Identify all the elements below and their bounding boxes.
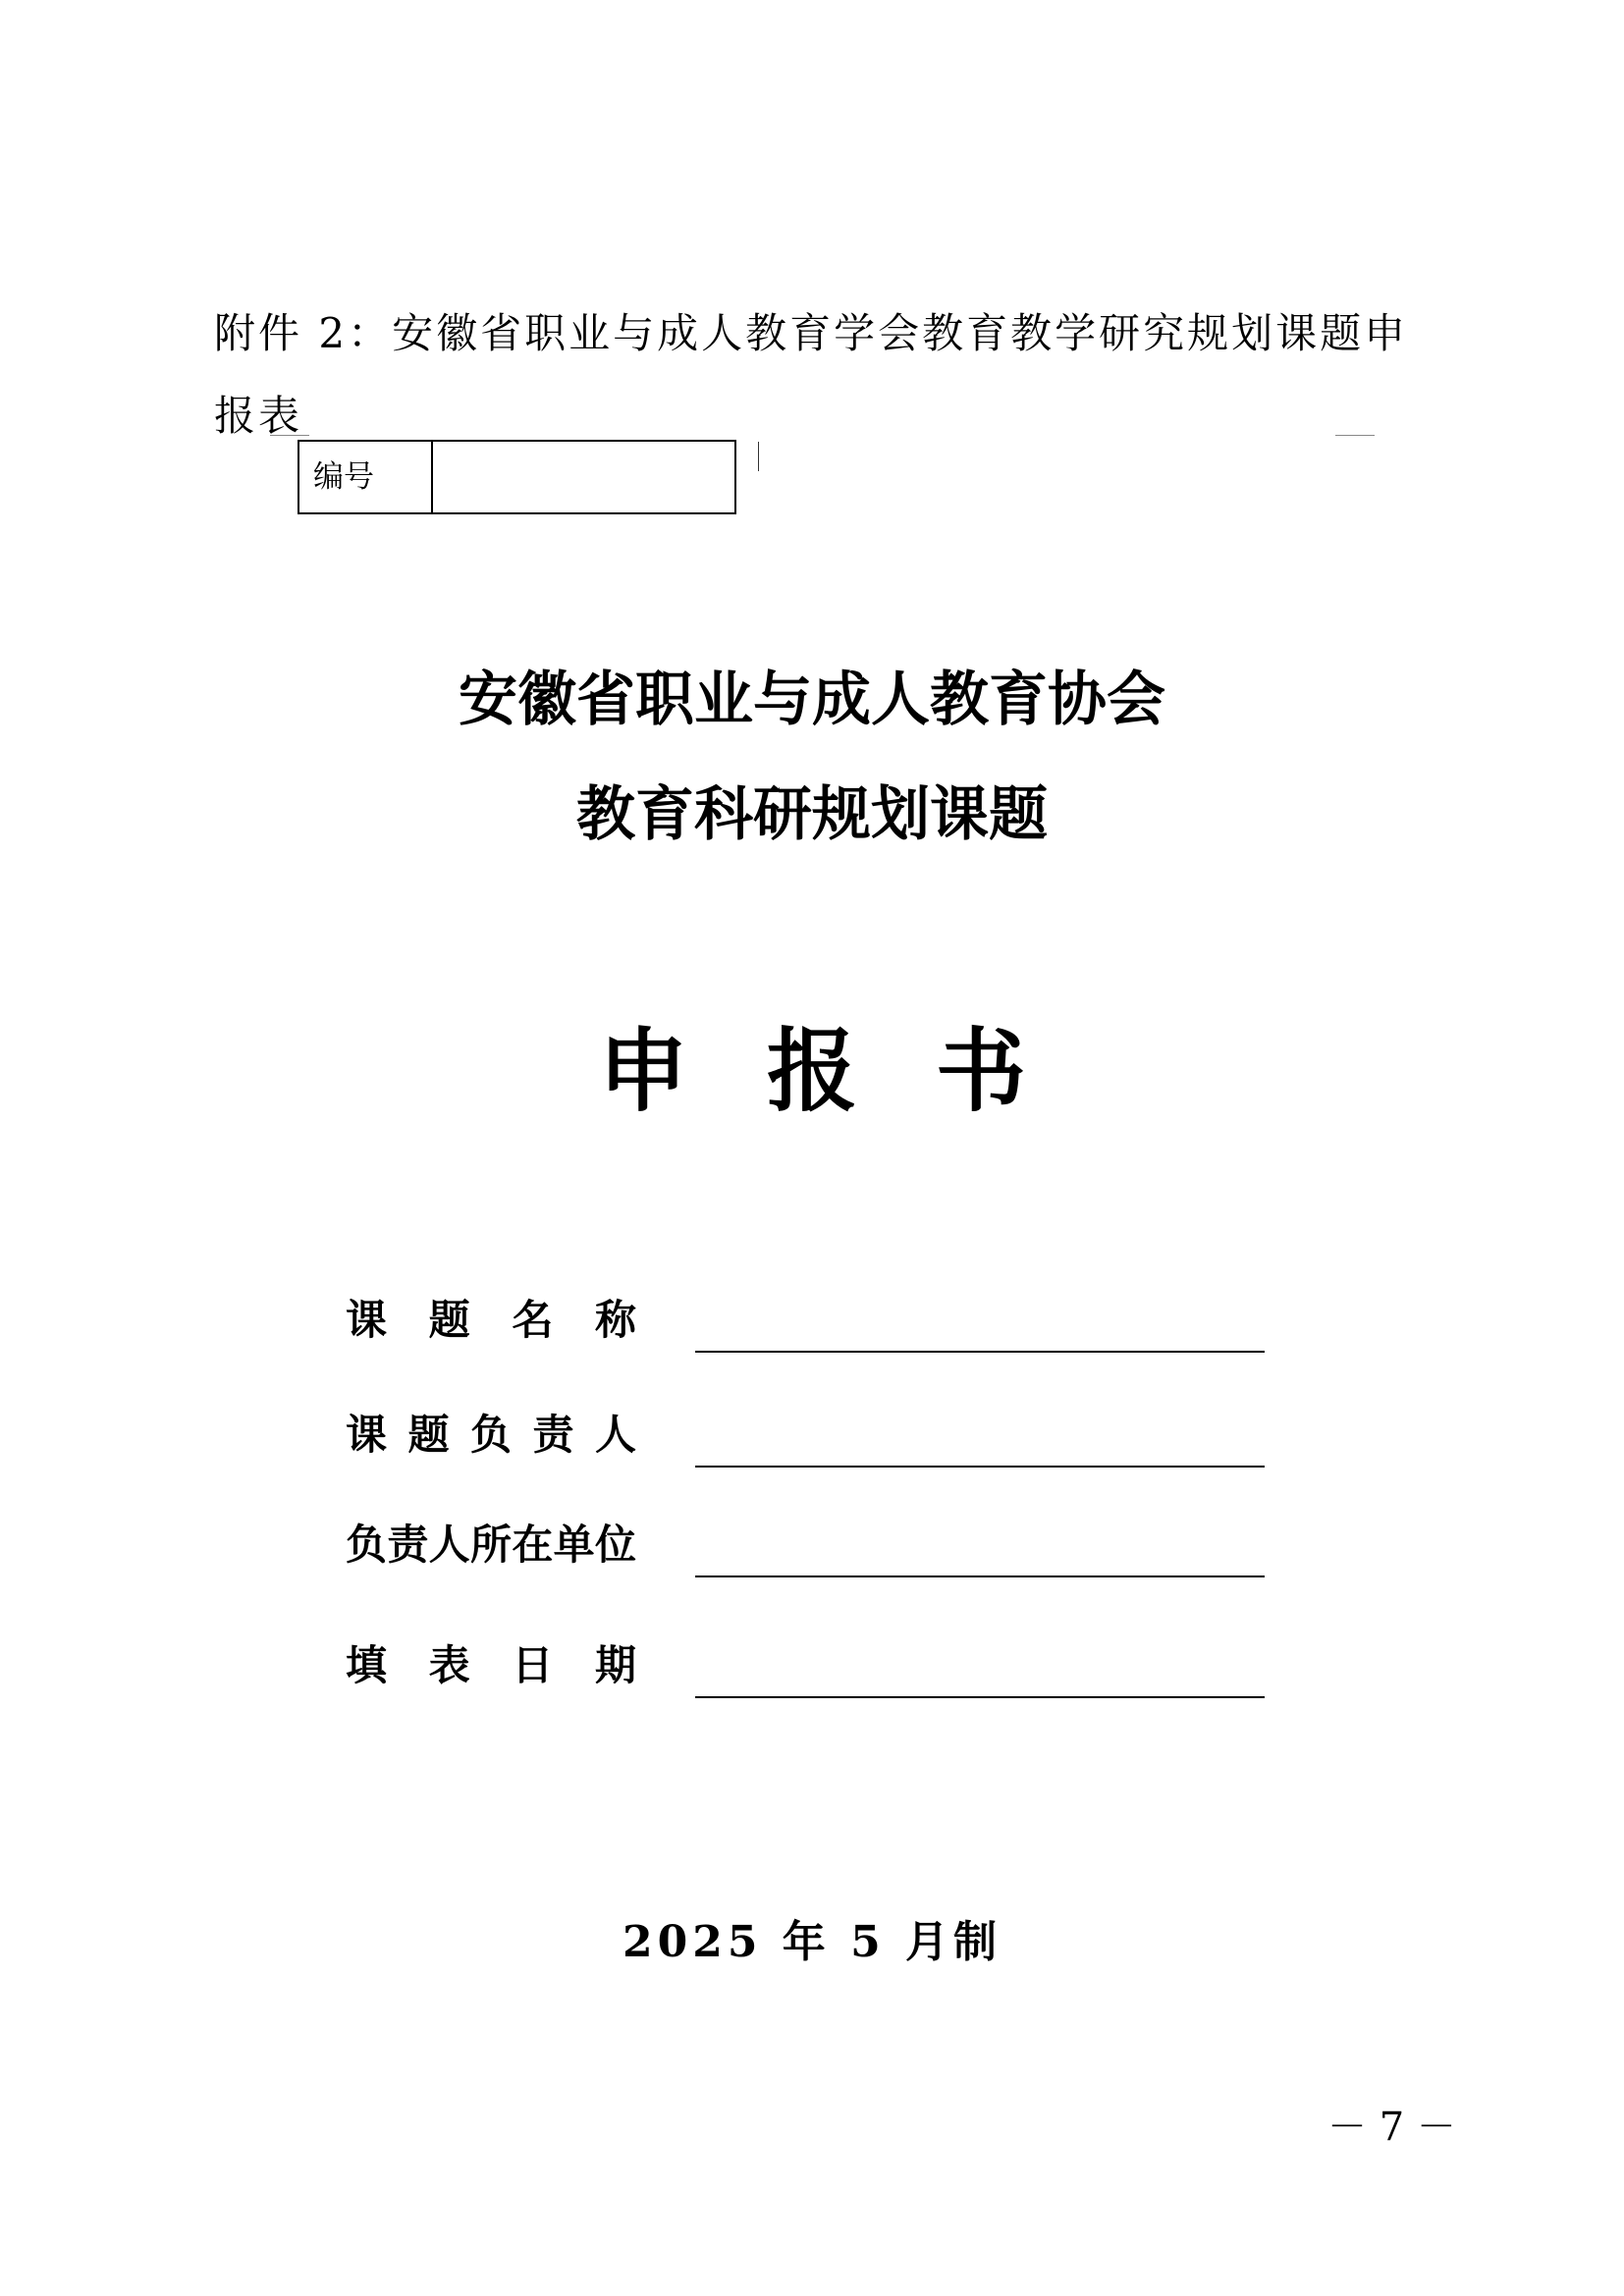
field-label: 课题名称: [346, 1296, 636, 1344]
org-title-line2: 教育科研规划课题: [576, 780, 1048, 849]
field-project-leader: [346, 1409, 1269, 1468]
page-number: － 7 －: [1327, 2105, 1456, 2150]
project-name-blank[interactable]: [695, 1351, 1265, 1353]
fill-date-blank[interactable]: [695, 1696, 1265, 1698]
field-project-name: [346, 1294, 1269, 1353]
text-cursor-mark: [758, 442, 759, 471]
corner-mark-right: [1335, 435, 1375, 436]
field-label: 课题负责人: [346, 1411, 636, 1459]
number-box: [298, 440, 736, 514]
field-leader-unit: [346, 1519, 1269, 1577]
project-leader-blank[interactable]: [695, 1466, 1265, 1468]
field-fill-date: [346, 1639, 1269, 1698]
number-field[interactable]: [433, 442, 734, 512]
leader-unit-blank[interactable]: [695, 1575, 1265, 1577]
made-date: 2025 年 5 月制: [622, 1917, 1002, 1967]
corner-mark-left: [270, 435, 309, 436]
document-title: 申报书: [597, 1019, 1105, 1124]
field-label: 负责人所在单位: [346, 1521, 636, 1569]
number-label: 编号: [299, 442, 433, 512]
org-title-line1: 安徽省职业与成人教育协会: [459, 666, 1165, 734]
attachment-title: 附件 2：安徽省职业与成人教育学会教育教学研究规划课题申报表: [214, 309, 1409, 440]
field-label: 填表日期: [346, 1641, 636, 1689]
